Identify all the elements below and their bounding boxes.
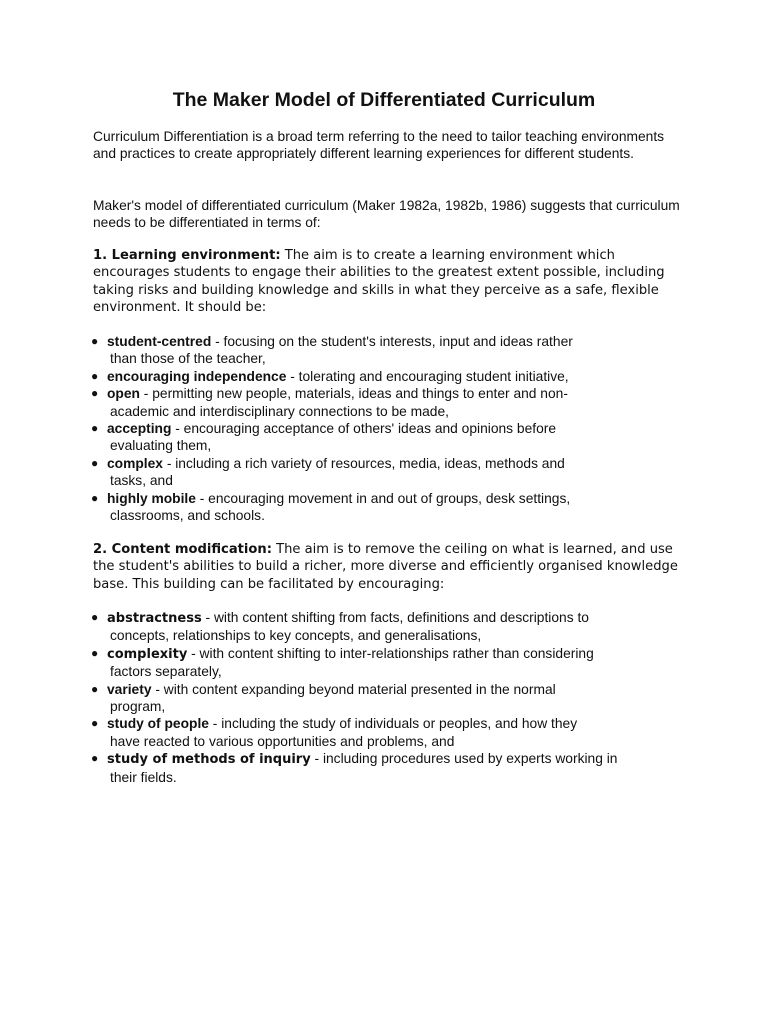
intro-paragraph: Curriculum Differentiation is a broad term referring to the need to tailor teaching environments and practices to create appropriately different learning experiences for different students. bbox=[93, 129, 665, 162]
item-text-continued: have reacted to various opportunities and problems, and bbox=[110, 733, 455, 749]
item-text: - with content shifting from facts, definitions and descriptions to bbox=[201, 610, 589, 625]
list-item bbox=[0, 609, 768, 645]
list-item bbox=[0, 385, 768, 420]
list-item bbox=[0, 420, 768, 455]
bullet-icon: ● bbox=[91, 455, 99, 470]
item-text-continued: academic and interdisciplinary connections to be made, bbox=[110, 403, 449, 419]
item-term: accepting bbox=[107, 421, 172, 437]
bullet-icon: ● bbox=[91, 386, 99, 401]
section2-list bbox=[0, 609, 768, 786]
bullet-icon: ● bbox=[91, 751, 99, 766]
bullet-icon: ● bbox=[91, 368, 99, 383]
item-text-continued: than those of the teacher, bbox=[110, 351, 266, 367]
list-item bbox=[0, 715, 768, 750]
item-text-continued: evaluating them, bbox=[110, 438, 212, 454]
item-text-continued: their fields. bbox=[110, 769, 177, 785]
item-text: - including a rich variety of resources, media, ideas, methods and bbox=[162, 455, 565, 471]
list-item bbox=[0, 455, 768, 490]
bullet-icon: ● bbox=[91, 421, 99, 436]
item-term: abstractness bbox=[107, 611, 202, 626]
item-term: variety bbox=[107, 681, 152, 697]
item-text: - with content shifting to inter-relationships rather than considering bbox=[187, 645, 594, 661]
item-term: study of methods of inquiry bbox=[107, 752, 311, 768]
item-term: complexity bbox=[107, 646, 188, 662]
item-text-continued: concepts, relationships to key concepts, and generalisations, bbox=[110, 628, 482, 644]
bullet-icon: ● bbox=[91, 334, 99, 348]
item-text: - encouraging movement in and out of groups, desk settings, bbox=[195, 490, 571, 506]
list-item bbox=[0, 645, 768, 681]
list-item bbox=[0, 490, 768, 525]
section1-heading: 1. Learning environment: bbox=[93, 248, 281, 263]
list-item bbox=[0, 681, 768, 716]
bullet-icon: ● bbox=[91, 610, 99, 624]
item-text-continued: classrooms, and schools. bbox=[110, 508, 265, 524]
list-item bbox=[0, 750, 768, 786]
item-text: - focusing on the student's interests, input and ideas rather bbox=[211, 334, 573, 349]
list-item bbox=[0, 333, 768, 368]
item-text: - including procedures used by experts working in bbox=[310, 751, 618, 767]
section1-paragraph bbox=[93, 247, 683, 317]
section1-list bbox=[0, 333, 768, 524]
item-term: study of people bbox=[107, 716, 209, 732]
item-text-continued: factors separately, bbox=[110, 664, 222, 680]
section1-text: The aim is to create a learning environment which encourages students to engage their abilities to the greatest extent possible, including taking risks and building knowledge and skills in what they perceive as a safe, flexible environment. It should be: bbox=[93, 248, 665, 316]
bullet-icon: ● bbox=[91, 681, 99, 696]
section2-text: The aim is to remove the ceiling on what is learned, and use the student's abilities to build a richer, more diverse and efficiently organised knowledge base. This building can be facilitated by encouraging: bbox=[93, 542, 678, 592]
item-term: complex bbox=[107, 455, 163, 471]
item-text: - tolerating and encouraging student initiative, bbox=[286, 368, 569, 384]
item-term: encouraging independence bbox=[107, 368, 287, 384]
bullet-icon: ● bbox=[91, 490, 99, 505]
item-text: - permitting new people, materials, ideas and things to enter and non- bbox=[139, 386, 568, 402]
list-item bbox=[0, 368, 768, 385]
page-title: The Maker Model of Differentiated Curriculum bbox=[172, 89, 596, 111]
bullet-icon: ● bbox=[91, 716, 99, 731]
item-text-continued: tasks, and bbox=[110, 473, 173, 489]
item-term: highly mobile bbox=[107, 490, 196, 506]
item-text: - encouraging acceptance of others' ideas and opinions before bbox=[171, 421, 557, 437]
item-text: - with content expanding beyond material presented in the normal bbox=[151, 681, 556, 697]
item-term: student-centred bbox=[107, 334, 212, 349]
section2-heading: 2. Content modification: bbox=[93, 542, 272, 557]
bullet-icon: ● bbox=[91, 645, 99, 660]
section2-paragraph bbox=[93, 541, 683, 593]
item-term: open bbox=[107, 386, 140, 402]
maker-model-paragraph: Maker's model of differentiated curriculum (Maker 1982a, 1982b, 1986) suggests that curriculum needs to be differentiated in terms of: bbox=[93, 198, 680, 231]
item-text: - including the study of individuals or peoples, and how they bbox=[208, 716, 578, 732]
item-text-continued: program, bbox=[110, 699, 166, 715]
